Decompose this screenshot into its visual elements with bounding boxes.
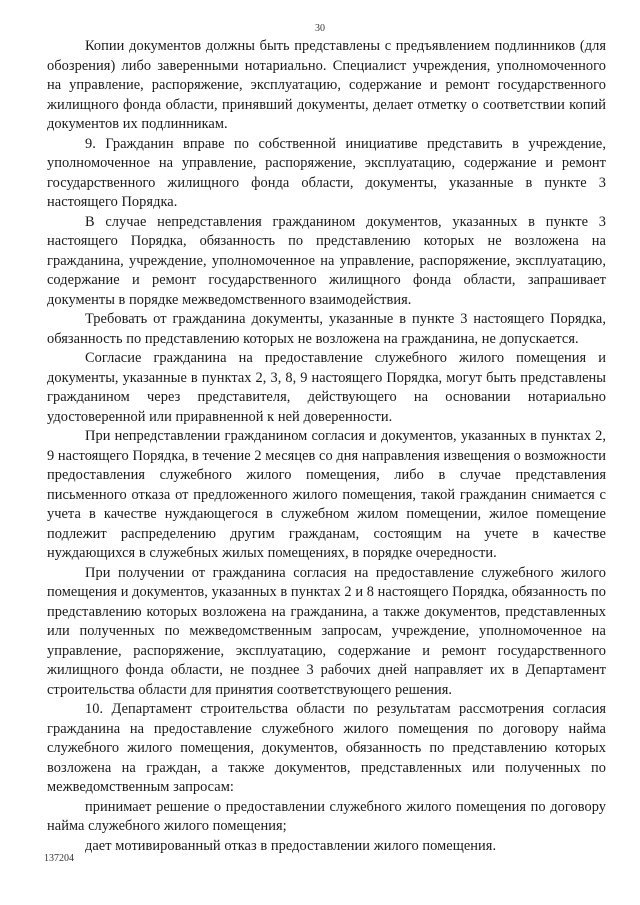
paragraph-removal-from-register: При непредставлении гражданином согласия и документов, указанных в пунктах 2, 9 настоящего Порядка, в течение 2 месяцев со дня направления извещения о возможности предоставления служебного жилого помещения, либо в случае представления письменного отказа от предложенного жилого помещения, такой гражданин снимается с учета в качестве нуждающегося в служебном жилом помещении, жилое помещение подлежит распределению другим гражданам, состоящим на учете в качестве нуждающихся в служебных жилых помещениях, в порядке очередности. <box>47 428 606 561</box>
paragraph-non-submission: В случае непредставления гражданином документов, указанных в пункте 3 настоящего Порядка, обязанность по представлению которых не возложена на гражданина, учреждение, уполномоченное на управление, распоряжение, эксплуатацию, содержание и ремонт государственного жилищного фонда области, запрашивает документы в порядке межведомственного взаимодействия. <box>47 213 606 308</box>
paragraph-representative: Согласие гражданина на предоставление служебного жилого помещения и документы, указанные в пунктах 2, 3, 8, 9 настоящего Порядка, могут быть представлены гражданином через представителя, действующего на основании нотариально удостоверенной или приравненной к ней доверенности. <box>47 350 606 425</box>
paragraph-not-allowed: Требовать от гражданина документы, указанные в пункте 3 настоящего Порядка, обязанность по представлению которых не возложена на гражданина, не допускается. <box>47 311 606 347</box>
document-body <box>47 37 606 856</box>
paragraph-refusal: дает мотивированный отказ в предоставлении жилого помещения. <box>85 837 497 854</box>
document-code: 137204 <box>44 853 74 864</box>
page-number: 30 <box>315 23 325 34</box>
paragraph-decision: принимает решение о предоставлении служебного жилого помещения по договору найма служебного жилого помещения; <box>47 798 606 834</box>
paragraph-item-10: 10. Департамент строительства области по результатам рассмотрения согласия гражданина на предоставление служебного жилого помещения по договору найма служебного жилого помещения, документов, обязанность по представлению которых возложена на граждан, а также документов, представленных или полученных по межведомственным запросам: <box>47 701 606 795</box>
paragraph-item-9: 9. Гражданин вправе по собственной инициативе представить в учреждение, уполномоченное на управление, распоряжение, эксплуатацию, содержание и ремонт государственного жилищного фонда области, документы, указанные в пункте 3 настоящего Порядка. <box>47 135 606 210</box>
paragraph-copies: Копии документов должны быть представлены с предъявлением подлинников (для обозрения) либо заверенными нотариально. Специалист учреждения, уполномоченного на управление, распоряжение, эксплуатацию, содержание и ремонт государственного жилищного фонда области, принявший документы, делает отметку о соответствии копий документов их подлинникам. <box>47 38 606 132</box>
paragraph-forwarding: При получении от гражданина согласия на предоставление служебного жилого помещения и документов, указанных в пунктах 2 и 8 настоящего Порядка, обязанность по представлению которых возложена на гражданина, а также документов, представленных или полученных по межведомственным запросам, учреждение, уполномоченное на управление, распоряжение, эксплуатацию, содержание и ремонт государственного жилищного фонда области, не позднее 3 рабочих дней направляет их в Департамент строительства области для принятия соответствующего решения. <box>47 564 606 698</box>
